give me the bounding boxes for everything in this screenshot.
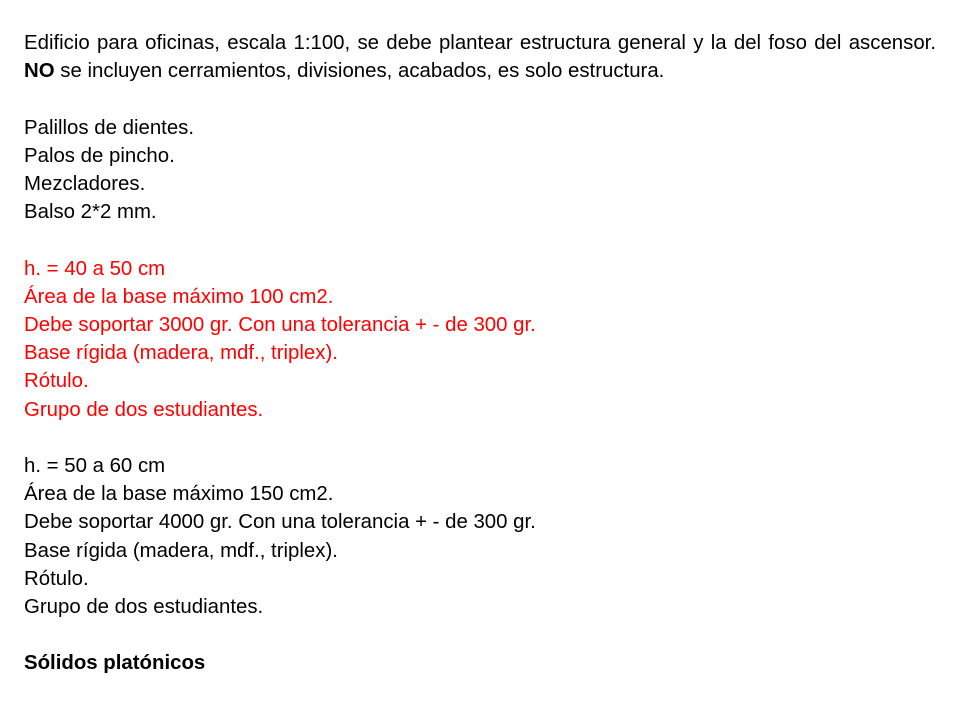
spec-base: Base rígida (madera, mdf., triplex). — [24, 539, 338, 562]
spec-label: Rótulo. — [24, 567, 89, 590]
spec-group: Grupo de dos estudiantes. — [24, 596, 264, 619]
material-item: Palos de pincho. — [24, 144, 175, 167]
spacer — [24, 424, 936, 452]
spec-load: Debe soportar 3000 gr. Con una tolerancia + - de 300 gr. — [24, 314, 536, 336]
material-item: Mezcladores. — [24, 173, 146, 195]
spec-height: h. = 50 a 60 cm — [24, 455, 166, 477]
slide-content — [24, 29, 936, 678]
spec-group: Grupo de dos estudiantes. — [24, 398, 264, 421]
material-item: Balso 2*2 mm. — [24, 201, 157, 224]
intro-text-1: Edificio para oficinas, escala 1:100, se debe plantear estructura general y la del foso del ascensor. — [24, 32, 936, 54]
intro-paragraph — [24, 29, 936, 85]
spec-load: Debe soportar 4000 gr. Con una tolerancia + - de 300 gr. — [24, 511, 536, 534]
material-item: Palillos de dientes. — [24, 116, 195, 139]
spec-base: Base rígida (madera, mdf., triplex). — [24, 342, 338, 365]
spec-list-red — [24, 255, 936, 424]
intro-text-2: se incluyen cerramientos, divisiones, acabados, es solo estructura. — [54, 60, 665, 83]
spec-label: Rótulo. — [24, 370, 89, 393]
intro-emphasis: NO — [24, 60, 55, 83]
spacer — [24, 85, 936, 113]
spec-list-black — [24, 452, 936, 621]
spec-base-area: Área de la base máximo 100 cm2. — [24, 285, 334, 308]
spec-base-area: Área de la base máximo 150 cm2. — [24, 483, 334, 506]
closing-heading: Sólidos platónicos — [24, 652, 206, 675]
spacer — [24, 226, 936, 254]
spacer — [24, 621, 936, 649]
materials-list — [24, 114, 936, 227]
spec-height: h. = 40 a 50 cm — [24, 257, 166, 280]
